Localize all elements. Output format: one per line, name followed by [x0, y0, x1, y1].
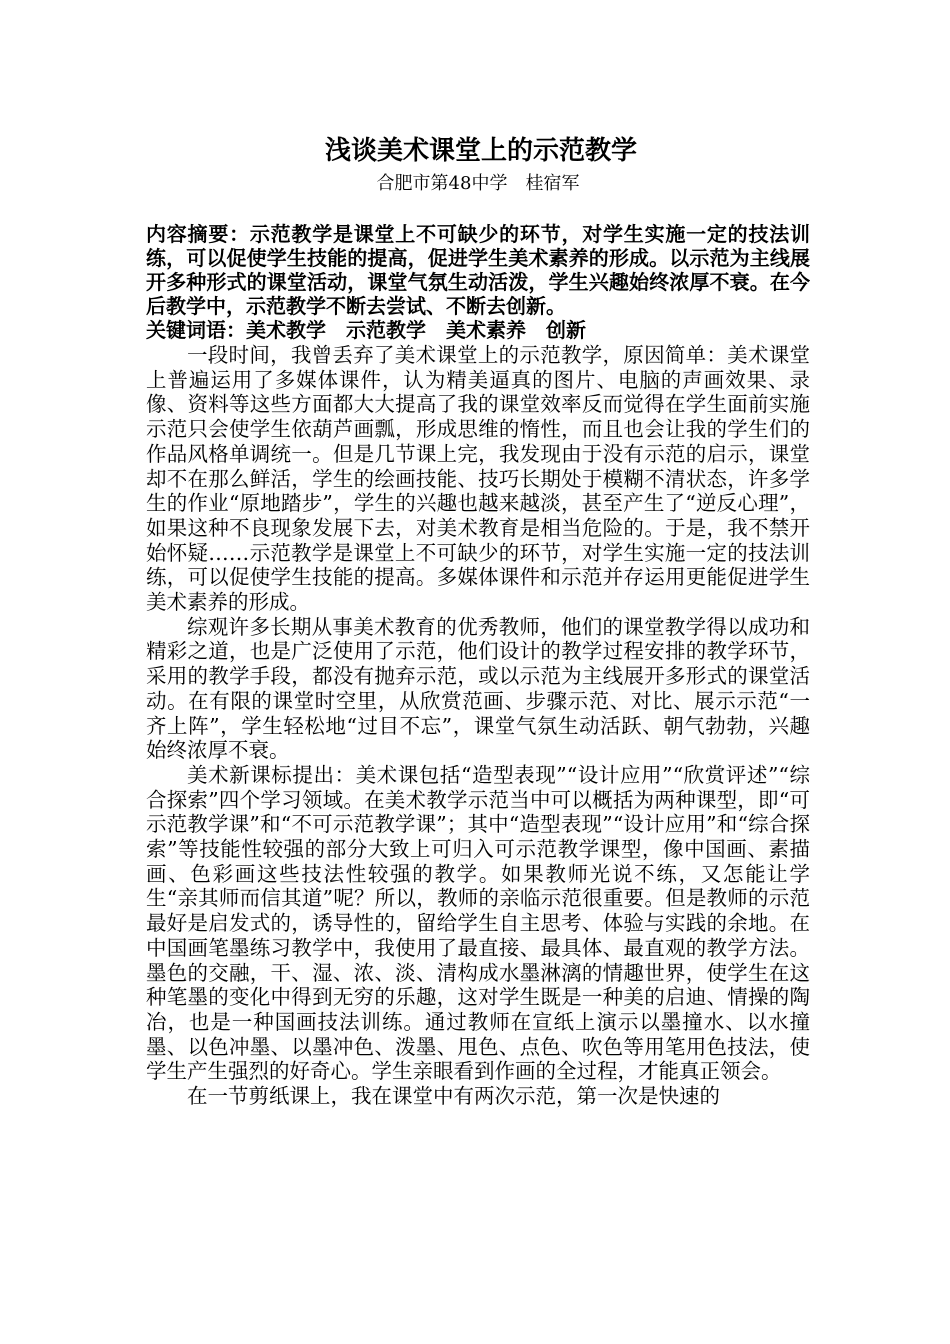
author-line: 合肥市第48中学 桂宿军 — [376, 173, 580, 194]
body-paragraph-4: 在一节剪纸课上，我在课堂中有两次示范，第一次是快速的 — [187, 1084, 720, 1109]
keywords: 关键词语：美术教学 示范教学 美术素养 创新 — [146, 318, 586, 342]
body-paragraph-2: 综观许多长期从事美术教育的优秀教师，他们的课堂教学得以成功和精彩之道，也是广泛使用了示范，他们设计的教学过程安排的教学环节，采用的教学手段，都没有抛弃示范，或以示范为主线展开多形式的课堂活动。在有限的课堂时空里，从欣赏范画、步骤示范、对比、展示示范“一齐上阵”，学生轻松地“过目不忘”，课堂气氛生动活跃、朝气勃勃，兴趣始终浓厚不衰。 — [146, 614, 810, 763]
abstract: 内容摘要：示范教学是课堂上不可缺少的环节，对学生实施一定的技法训练，可以促使学生技能的提高，促进学生美术素养的形成。以示范为主线展开多种形式的课堂活动，课堂气氛生动活泼，学生兴趣始终浓厚不衰。在今后教学中，示范教学不断去尝试、不断去创新。 — [146, 222, 810, 318]
body-paragraph-3: 美术新课标提出：美术课包括“造型表现”“设计应用”“欣赏评述”“综合探索”四个学习领域。在美术教学示范当中可以概括为两种课型，即“可示范教学课”和“不可示范教学课”；其中“造型表现”“设计应用”和“综合探索”等技能性较强的部分大致上可归入可示范教学课型，像中国画、素描画、色彩画这些技法性较强的教学。如果教师光说不练，又怎能让学生“亲其师而信其道”呢？所以，教师的亲临示范很重要。但是教师的示范最好是启发式的，诱导性的，留给学生自主思考、体验与实践的余地。在中国画笔墨练习教学中，我使用了最直接、最具体、最直观的教学方法。墨色的交融，干、湿、浓、淡、清构成水墨淋漓的情趣世界，使学生在这种笔墨的变化中得到无穷的乐趣，这对学生既是一种美的启迪、情操的陶冶，也是一种国画技法训练。通过教师在宣纸上演示以墨撞水、以水撞墨、以色冲墨、以墨冲色、泼墨、甩色、点色、吹色等用笔用色技法，使学生产生强烈的好奇心。学生亲眼看到作画的全过程，才能真正领会。 — [146, 762, 810, 1084]
document-body — [146, 132, 810, 1109]
body-paragraph-1: 一段时间，我曾丢弃了美术课堂上的示范教学，原因简单：美术课堂上普遍运用了多媒体课件，认为精美逼真的图片、电脑的声画效果、录像、资料等这些方面都大大提高了我的课堂效率反而觉得在学生面前实施示范只会使学生依葫芦画瓢，形成思维的惰性，而且也会让我的学生们的作品风格单调统一。但是几节课上完，我发现由于没有示范的启示，课堂却不在那么鲜活，学生的绘画技能、技巧长期处于模糊不清状态，许多学生的作业“原地踏步”，学生的兴趣也越来越淡，甚至产生了“逆反心理”，如果这种不良现象发展下去，对美术教育是相当危险的。于是，我不禁开始怀疑……示范教学是课堂上不可缺少的环节，对学生实施一定的技法训练，可以促使学生技能的提高。多媒体课件和示范并存运用更能促进学生美术素养的形成。 — [146, 343, 810, 615]
document-title: 浅谈美术课堂上的示范教学 — [324, 136, 637, 166]
